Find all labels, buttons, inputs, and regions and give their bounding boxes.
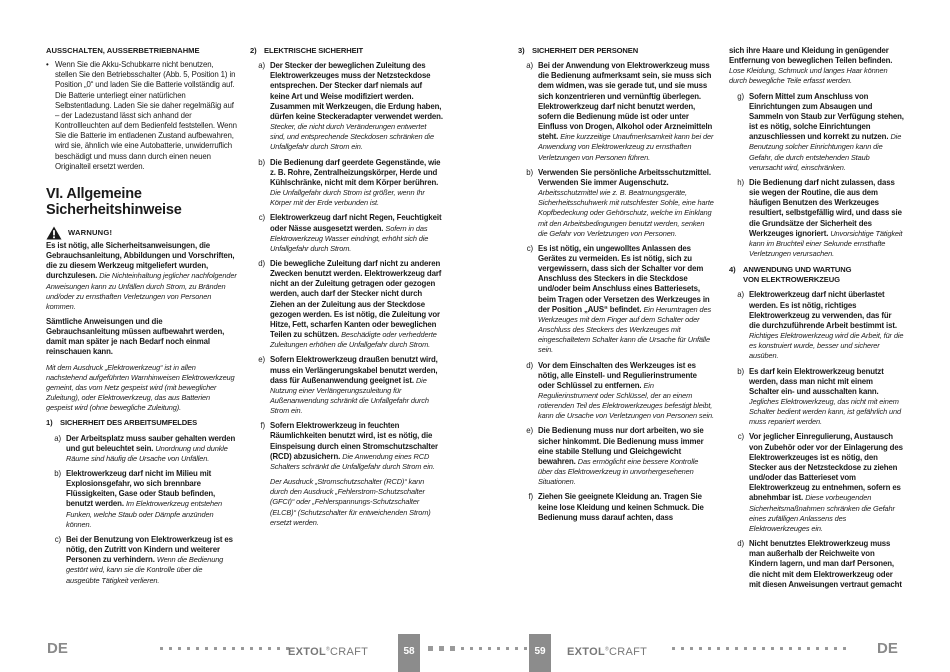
item-bold: Der Arbeitsplatz muss sauber gehalten werden und gut beleuchtet sein. [66, 433, 236, 453]
brand-bold: EXTOL [288, 646, 326, 658]
item-bold: Die Bedienung darf geerdete Gegenstände, wie z. B. Rohre, Zentralheizungskörper, Herde und Kühlschränke, nicht mit dem Körper berühren. [270, 157, 441, 187]
item-bold: Elektrowerkzeug darf nicht überlastet werden. Es ist nötig, richtiges Elektrowerkzeug zu verwenden, das für die durchzuführende Arbeit bestimmt ist. [749, 290, 897, 330]
page-number-right: 59 [529, 634, 551, 672]
chapter-title [46, 186, 237, 218]
warning-header [46, 226, 237, 240]
column-1 [46, 46, 237, 591]
item-body [538, 426, 714, 487]
list-item [46, 535, 237, 586]
section2-number: 2) [250, 46, 257, 55]
item-body [749, 367, 904, 428]
item-body [270, 61, 443, 152]
item-label: b) [54, 469, 61, 478]
item-bold: Bei der Benutzung von Elektrowerkzeug ist es nötig, den Zutritt von Kindern und weiterer Personen zu verhindern. [66, 534, 233, 565]
item-italic: Unvorsichtige Tätigkeit kann im Bruchteil einer Sekunde ernsthafte Verletzungen verursachen. [749, 228, 903, 258]
item-body [66, 535, 237, 586]
reg-mark: ® [325, 646, 330, 653]
item-label: a) [737, 290, 744, 300]
warning-bold-text: Es ist nötig, alle Sicherheitsanweisungen, die Gebrauchsanleitung, Abbildungen und Vorschriften, die zu diesem Werkzeug mitgeliefert wurden, durchzulesen. [46, 240, 235, 281]
item-body [749, 290, 904, 361]
item-italic: Beschädigte oder verhedderte Zuleitungen erhöhen die Unfallgefahr durch Strom. [270, 330, 437, 350]
section3-number: 3) [518, 46, 525, 55]
list-item [250, 158, 443, 209]
list-item [729, 539, 904, 590]
item-bold: Sofern Mittel zum Anschluss von Einrichtungen zum Absaugen und Sammeln von Staub zur Verfügung stehen, ist es nötig, solche Einrichtungen anzuschliessen und korrekt zu nutzen. [749, 91, 904, 142]
continuation-paragraph [729, 46, 904, 87]
warning-triangle-icon [46, 226, 62, 240]
list-item [729, 92, 904, 173]
item-body [749, 92, 904, 173]
column-4 [729, 46, 904, 595]
item-bold: Es ist nötig, ein ungewolltes Anlassen des Gerätes zu vermeiden. Es ist nötig, sich zu vergewissern, dass sich der Schalter vor dem Anschluss des Steckers in die Steckdose und/oder beim Anschluss eines Batteriesets, beim Tragen oder Versetzen des Werkzeuges in der Position „AUS“ befindet. [538, 243, 710, 314]
section3-title: SICHERHEIT DER PERSONEN [532, 46, 639, 55]
item-bold: Sofern Elektrowerkzeug draußen benutzt wird, muss ein Verlängerungskabel benutzt werden, dass für Außenanwendung geeignet ist. [270, 355, 438, 385]
keep-instructions-text: Sämtliche Anweisungen und die Gebrauchsanleitung müssen aufbewahrt werden, damit man später je nach Bedarf noch einmal reinschauen kann. [46, 316, 225, 357]
item-body [749, 178, 904, 259]
item-bold: Elektrowerkzeug darf nicht im Milieu mit Explosionsgefahr, wo sich brennbare Flüssigkeiten, Gase oder Staub befinden, benutzt werden. [66, 469, 216, 509]
item-label: c) [526, 243, 533, 253]
column-3 [518, 46, 714, 528]
item-bold: Es darf kein Elektrowerkzeug benutzt werden, dass man nicht mit einem Schalter ein- und ausschalten kann. [749, 366, 884, 396]
item-italic: Sofern in das Elektrowerkzeug Wasser eindringt, erhöht sich die Unfallgefahr durch Strom. [270, 223, 429, 253]
section2-items [250, 61, 443, 472]
item-italic: Die Unfallgefahr durch Strom ist größer, wenn Ihr Körper mit der Erde verbunden ist. [270, 188, 425, 208]
warning-label: WARNUNG! [68, 227, 113, 237]
section2-title: ELEKTRISCHE SICHERHEIT [264, 46, 364, 55]
switch-off-bullet [46, 60, 237, 172]
section1-items [46, 434, 237, 586]
item-label: a) [526, 61, 533, 71]
item-bold: Elektrowerkzeug darf nicht Regen, Feuchtigkeit oder Nässe ausgesetzt werden. [270, 213, 442, 233]
brand-bold: EXTOL [567, 646, 605, 658]
item-label: e) [258, 355, 265, 365]
item-bold: Sofern Elektrowerkzeug in feuchten Räumlichkeiten benutzt wird, ist es nötig, die Einspeisung durch einen Stromschutzschalter (RCD) abzusichern. [270, 421, 438, 461]
item-label: a) [54, 433, 61, 443]
list-item [250, 259, 443, 350]
chapter-title-line2: Sicherheitshinweise [46, 201, 182, 218]
item-italic: Richtiges Elektrowerkzeug wird die Arbeit, für die es konstruiert wurde, besser und sicherer ausüben. [749, 331, 904, 361]
item-body [538, 361, 714, 422]
chapter-title-line1: VI. Allgemeine [46, 185, 142, 202]
section3-items [518, 61, 714, 523]
continuation-bold: sich ihre Haare und Kleidung in genügender Entfernung von beweglichen Teilen befinden. [729, 46, 893, 66]
item-body [538, 168, 714, 239]
brand-logo-right [567, 646, 647, 658]
item-label: c) [258, 213, 265, 223]
continuation-italic: Lose Kleidung, Schmuck und langes Haar können durch bewegliche Teile erfasst werden. [729, 66, 888, 86]
bullet-mark: • [46, 60, 49, 70]
item-label: b) [737, 366, 744, 376]
rcd-note: Der Ausdruck „Stromschutzschalter (RCD)“ kann durch den Ausdruck „Fehlerstrom-Schutzschalter (GFCI)“ oder „Fehlerspannungs-Schutzschalter (ELCB)“ (Schutzschalter für entweichenden Strom) ersetzt werden. [270, 477, 431, 527]
section2-heading [250, 46, 443, 56]
list-item [729, 367, 904, 428]
item-body [66, 434, 237, 464]
item-italic: Stecker, die nicht durch Veränderungen entwertet sind, und entsprechende Steckdosen schränken die Unfallgefahr durch Strom ein. [270, 122, 434, 152]
item-italic: Arbeitsschutzmittel wie z. B. Beatmungsgeräte, Sicherheitsschuhwerk mit rutschfester Sohle, eine harte Kopfbedeckung oder Gehörschutz, welche im Einklang mit den Arbeitsbedingungen benutzt werden, senken die Gefahr von Verletzungen von Personen. [538, 188, 714, 238]
list-item [518, 244, 714, 356]
section3-heading [518, 46, 714, 56]
switch-off-text: Wenn Sie die Akku-Schubkarre nicht benutzen, stellen Sie den Betriebsschalter (Abb. 5, Position 1) in Position „0“ und laden Sie die Batterie vollständig auf. Die Batterie unterliegt einer natürlichen Selbstentladung. Laden Sie sie daher regelmäßig auf – der Ladezustand lässt sich anhand der Kontrollleuchten auf dem Bedienfeld feststellen. Wenn Sie die Batterie im entladenen Zustand aufbewahren, wird sie, ähnlich wie eine Autobatterie, unwiderruflich beschädigt und muss dann durch einen neuen Originalteil ersetzt werden. [55, 60, 237, 171]
language-code-right: DE [877, 640, 898, 657]
item-label: f) [528, 492, 533, 502]
switch-off-heading: AUSSCHALTEN, AUSSERBETRIEBNAHME [46, 46, 200, 55]
item-italic: Eine kurzzeitige Unaufmerksamkeit kann bei der Anwendung von Elektrowerkzeug zu ernsthaften Verletzungen von Personen führen. [538, 132, 714, 162]
item-label: d) [526, 360, 533, 370]
item-bold: Die Bedienung darf nicht zulassen, dass sie wegen der Routine, die aus dem häufigen Benutzen des Werkzeuges resultiert, selbstgefällig wird, und dass sie die Grundsätze der Sicherheit des Werkzeuges ignoriert. [749, 177, 902, 238]
list-item [46, 469, 237, 530]
item-label: b) [526, 167, 533, 177]
page-footer [0, 634, 950, 672]
item-bold: Bei der Anwendung von Elektrowerkzeug muss die Bedienung aufmerksamt sein, sie muss sich dem widmen, was sie gerade tut, und sie muss sich konzentrieren und vernünftig überlegen. Elektrowerkzeug darf nicht benutzt werden, sofern die Bedienung müde ist oder unter Einfluss von Drogen, Alkohol oder Arzneimitteln steht. [538, 61, 713, 142]
item-italic: Ein Regulierinstrument oder Schlüssel, der an einem rotierenden Teil des Elektrowerkzeuges befestigt bleibt, kann die Ursache von Verletzungen von Personen sein. [538, 380, 714, 421]
item-italic: Die Nutzung einer Verlängerungszuleitung für Außenanwendung schränkt die Unfallgefahr durch Strom ein. [270, 375, 429, 416]
list-item [729, 178, 904, 259]
item-label: e) [526, 426, 533, 436]
item-italic: Diese vorbeugenden Sicherheitsmaßnahmen schränken die Gefahr eines zufälligen Anlassens des Elektrowerkzeuges ein. [749, 493, 895, 533]
language-code-left: DE [47, 640, 68, 657]
list-item [518, 492, 714, 522]
item-bold: Nicht benutztes Elektrowerkzeug muss man außerhalb der Reichweite von Kindern lagern, und man darf Personen, die nicht mit dem Elektrowerkzeug oder mit diesen Anweisungen vertraut gemacht [749, 539, 902, 589]
list-item [518, 61, 714, 163]
item-label: g) [737, 91, 744, 101]
item-body [270, 421, 443, 472]
item-body [749, 539, 904, 590]
section1-title: SICHERHEIT DES ARBEITSUMFELDES [60, 418, 198, 428]
section3-more-items [729, 92, 904, 260]
brand-light: CRAFT [608, 646, 648, 658]
list-item [250, 61, 443, 152]
item-label: h) [737, 177, 744, 187]
item-bold: Verwenden Sie persönliche Arbeitsschutzmittel. Verwenden Sie immer Augenschutz. [538, 167, 711, 187]
footer-dots-left-1 [160, 647, 289, 651]
item-italic: Im Elektrowerkzeug entstehen Funken, welche Staub oder Dämpfe anzünden können. [66, 499, 223, 529]
list-item [250, 355, 443, 416]
section4-heading [729, 265, 904, 285]
item-bold: Vor dem Einschalten des Werkzeuges ist es nötig, alle Einstell- und Regulierinstrumente oder Schlüssel zu entfernen. [538, 360, 697, 390]
column-2 [250, 46, 443, 528]
definition-text: Mit dem Ausdruck „Elektrowerkzeug“ ist in allen nachstehend aufgeführten Warnhinweisen Elektrowerkzeug gemeint, das vom Netz gespeist wird (mit beweglicher Zuleitung), oder Elektrowerkzeug, das aus Batterien gespeist wird (ohne bewegliche Zuleitung). [46, 362, 235, 413]
item-body [749, 432, 904, 534]
footer-dots-right [672, 647, 846, 651]
item-body [538, 61, 714, 163]
item-body [66, 469, 237, 530]
item-body [538, 244, 714, 356]
section4-title-line1: ANWENDUNG UND WARTUNG [743, 265, 852, 275]
warning-italic-text: Die Nichteinhaltung jeglicher nachfolgender Anweisungen kann zu Unfällen durch Strom, zu Bränden und/oder zu ernsthaften Verletzungen von Personen kommen. [46, 271, 237, 311]
section4-number: 4) [729, 265, 736, 275]
page-number-left: 58 [398, 634, 420, 672]
item-italic: Die Anwendung eines RCD Schalters schränkt die Unfallgefahr durch Strom ein. [270, 451, 435, 471]
list-item [518, 168, 714, 239]
item-italic: Wenn die Bedienung gestört wird, kann sie die Kontrolle über die ausgeübte Tätigkeit verlieren. [66, 555, 224, 585]
list-item [518, 426, 714, 487]
list-item [518, 361, 714, 422]
section4-items [729, 290, 904, 589]
item-body [270, 355, 443, 416]
list-item [250, 213, 443, 254]
item-label: c) [54, 534, 61, 544]
warning-paragraph [46, 241, 237, 312]
item-label: a) [258, 61, 265, 71]
item-label: d) [737, 539, 744, 549]
item-label: b) [258, 157, 265, 167]
item-bold: Ziehen Sie geeignete Kleidung an. Tragen Sie keine lose Kleidung und keinen Schmuck. Die Bedienung muss darauf achten, dass [538, 492, 704, 522]
list-item [729, 432, 904, 534]
brand-logo-left [288, 646, 368, 658]
item-italic: Die Benutzung solcher Einrichtungen kann die Gefahr, die durch entstehenden Staub verursacht wird, einschränken. [749, 132, 902, 172]
item-italic: Jegliches Elektrowerkzeug, das nicht mit einem Schalter bedient werden kann, ist gefährlich und muss repariert werden. [749, 397, 902, 427]
item-italic: Ein Herumtragen des Werkzeuges mit dem Finger auf dem Schalter oder Anschluss des Steckers des Werkzeuges mit eingeschaltetem Schalter kann die Ursache für Unfälle sein. [538, 304, 712, 355]
section4-title [743, 265, 851, 285]
section1-heading [46, 418, 237, 428]
item-body [538, 492, 714, 522]
list-item [46, 434, 237, 464]
item-bold: Die bewegliche Zuleitung darf nicht zu anderen Zwecken benutzt werden. Elektrowerkzeug darf nicht an der Zuleitung getragen oder gezogen werden, auch darf der Stecker nicht durch Ziehen an der Zuleitung aus der Steckdose gezogen werden. Es ist nötig, die Zuleitung vor Hitze, Fett, scharfen Kanten oder beweglichen Teilen zu schützen. [270, 258, 442, 340]
item-bold: Die Bedienung muss nur dort arbeiten, wo sie sicher hinkommt. Die Bedienung muss immer eine stabile Stellung und Gleichgewicht bewahren. [538, 426, 704, 466]
list-item [729, 290, 904, 361]
list-item [250, 421, 443, 472]
brand-light: CRAFT [329, 646, 369, 658]
item-bold: Der Stecker der beweglichen Zuleitung des Elektrowerkzeuges muss der Netzsteckdose entsprechen. Der Stecker darf niemals auf keine Art und Weise modifiziert werden. Zusammen mit Werkzeugen, die Erdung haben, dürfen keine Steckeradapter verwendet werden. [270, 61, 443, 121]
item-body [270, 158, 443, 209]
footer-dots-center [428, 647, 545, 651]
section4-title-line2: VON ELEKTROWERKZEUG [743, 275, 840, 285]
item-label: f) [260, 421, 265, 431]
reg-mark: ® [604, 646, 609, 653]
item-body [270, 213, 443, 254]
item-label: d) [258, 258, 265, 268]
item-body [270, 259, 443, 350]
item-bold: Vor jeglicher Einregulierung, Austausch von Zubehör oder vor der Einlagerung des Elektrowerkzeuges ist es nötig, den Stecker aus der Netzsteckdose zu ziehen und/oder das Batterieset vom Elektrowerkzeug zu entnehmen, sofern es abnehmbar ist. [749, 432, 903, 503]
item-label: c) [737, 432, 744, 442]
section1-number: 1) [46, 418, 53, 428]
item-italic: Das ermöglicht eine bessere Kontrolle über das Elektrowerkzeug in unvorhergesehenen Situationen. [538, 456, 699, 487]
item-italic: Unordnung und dunkle Räume sind häufig die Ursache von Unfällen. [66, 443, 228, 463]
